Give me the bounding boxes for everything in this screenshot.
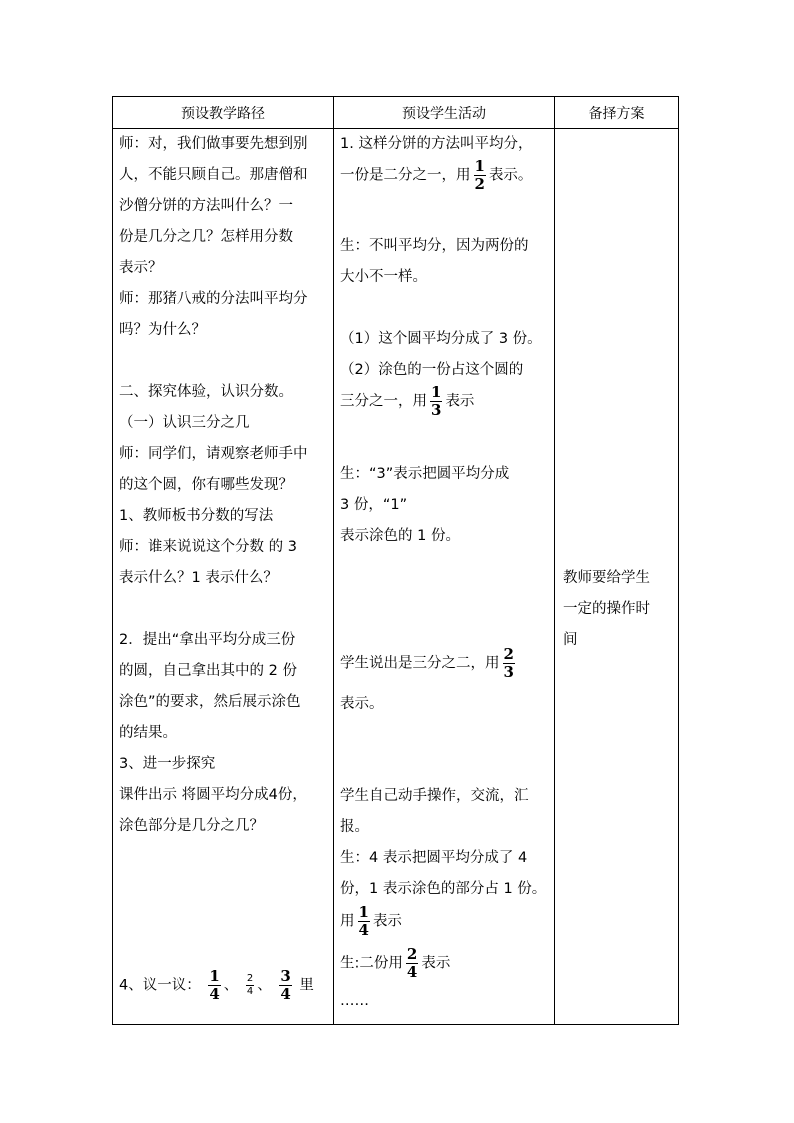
header-student-activity: 预设学生活动 <box>334 97 555 129</box>
denominator: 4 <box>246 986 254 997</box>
fraction-two-quarters <box>406 947 418 980</box>
text-line-with-fraction <box>340 159 532 192</box>
text-line: 教师要给学生 <box>563 570 650 586</box>
text-line: 课件出示 将圆平均分成4份， <box>119 787 307 803</box>
text-line-with-fraction <box>340 385 474 418</box>
content-row <box>113 129 679 1025</box>
text-line: 表示。 <box>340 696 384 712</box>
header-row <box>113 97 679 129</box>
text-line: 1、教师板书分数的写法 <box>119 508 274 524</box>
fraction-one-quarter <box>208 969 220 1002</box>
fraction-one-half <box>474 159 486 192</box>
text-line: 生：不叫平均分，因为两份的 <box>340 238 529 254</box>
text-line: 涂色部分是几分之几？ <box>119 818 264 834</box>
fraction-two-quarters <box>246 974 254 997</box>
text-line: 大小不一样。 <box>340 269 427 285</box>
text-line: 生：4 表示把圆平均分成了 4 <box>340 850 528 866</box>
text-fragment: 表示 <box>372 913 402 930</box>
text-line-with-fraction <box>340 905 402 938</box>
text-fragment: 三分之一，用 <box>340 393 427 410</box>
text-line: 师：同学们，请观察老师手中 <box>119 446 308 462</box>
discussion-line <box>119 969 314 1002</box>
header-alternative-plan: 备择方案 <box>555 97 679 129</box>
text-line: 师：那猪八戒的分法叫平均分 <box>119 291 308 307</box>
text-fragment: 表示 <box>445 393 475 410</box>
denominator: 4 <box>406 963 418 981</box>
denominator: 2 <box>474 175 485 193</box>
text-line: 3、进一步探究 <box>119 756 216 772</box>
fraction-two-thirds <box>503 647 515 680</box>
separator: 、 <box>223 977 239 994</box>
numerator: 3 <box>280 967 291 985</box>
denominator: 3 <box>503 663 514 681</box>
text-line: 吗？为什么？ <box>119 322 206 338</box>
text-line: 的这个圆，你有哪些发现？ <box>119 477 293 493</box>
subsection-heading: （一）认识三分之几 <box>119 415 250 431</box>
numerator: 2 <box>503 645 514 663</box>
text-line: 涂色”的要求，然后展示涂色 <box>119 694 301 710</box>
text-line-with-fraction <box>340 947 450 980</box>
text-line-with-fraction <box>340 647 518 680</box>
numerator: 1 <box>431 383 442 401</box>
text-line: 师：对，我们做事要先想到别 <box>119 136 308 152</box>
fraction-one-third <box>430 385 442 418</box>
text-line: 间 <box>563 632 578 648</box>
alternative-plan-cell <box>555 129 679 1025</box>
text-line: 2．提出“拿出平均分成三份 <box>119 632 296 648</box>
teaching-path-cell <box>113 129 334 1025</box>
denominator: 4 <box>280 985 291 1003</box>
text-line: 3 份，“1” <box>340 497 408 513</box>
denominator: 4 <box>209 985 220 1003</box>
numerator: 1 <box>474 157 485 175</box>
text-line: 的圆，自己拿出其中的 2 份 <box>119 663 297 679</box>
text-line: 一定的操作时 <box>563 601 650 617</box>
text-line: 的结果。 <box>119 725 177 741</box>
fraction-one-quarter <box>358 905 370 938</box>
text-line: 表示什么？1 表示什么？ <box>119 570 278 586</box>
separator: 、 <box>257 977 272 994</box>
text-line: （1）这个圆平均分成了 3 份。 <box>340 331 542 347</box>
text-line: 份是几分之几？怎样用分数 <box>119 229 293 245</box>
numerator: 2 <box>246 973 254 984</box>
text-fragment: 一份是二分之一，用 <box>340 167 471 184</box>
text-line: 师：谁来说说这个分数 的 3 <box>119 539 297 555</box>
header-teaching-path: 预设教学路径 <box>113 97 334 129</box>
student-activity-cell <box>334 129 555 1025</box>
lesson-plan-table <box>112 96 679 1025</box>
numerator: 2 <box>406 945 418 963</box>
text-line: 人，不能只顾自己。那唐僧和 <box>119 167 308 183</box>
numerator: 1 <box>209 967 220 985</box>
text-line: 1. 这样分饼的方法叫平均分， <box>340 136 533 152</box>
text-line: 表示？ <box>119 260 163 276</box>
text-line: （2）涂色的一份占这个圆的 <box>340 362 524 378</box>
denominator: 4 <box>358 921 369 939</box>
text-fragment: 表示 <box>421 955 451 972</box>
text-fragment: 里 <box>299 977 314 994</box>
text-line: 沙僧分饼的方法叫什么？一 <box>119 198 293 214</box>
text-line: 份，1 表示涂色的部分占 1 份。 <box>340 881 547 897</box>
ellipsis: …… <box>340 993 369 1009</box>
text-fragment: 4、议一议： <box>119 977 201 994</box>
fraction-three-quarters <box>279 969 291 1002</box>
text-line: 学生自己动手操作，交流，汇 <box>340 788 529 804</box>
text-fragment: 用 <box>340 913 355 930</box>
text-line: 生：“3”表示把圆平均分成 <box>340 466 510 482</box>
text-fragment: 生:二份用 <box>340 955 403 972</box>
numerator: 1 <box>358 903 369 921</box>
section-heading: 二、探究体验，认识分数。 <box>119 384 293 400</box>
text-fragment: 表示。 <box>488 167 533 184</box>
denominator: 3 <box>431 401 442 419</box>
text-fragment: 学生说出是三分之二，用 <box>340 655 500 672</box>
text-line: 报。 <box>340 819 369 835</box>
text-line: 表示涂色的 1 份。 <box>340 528 460 544</box>
